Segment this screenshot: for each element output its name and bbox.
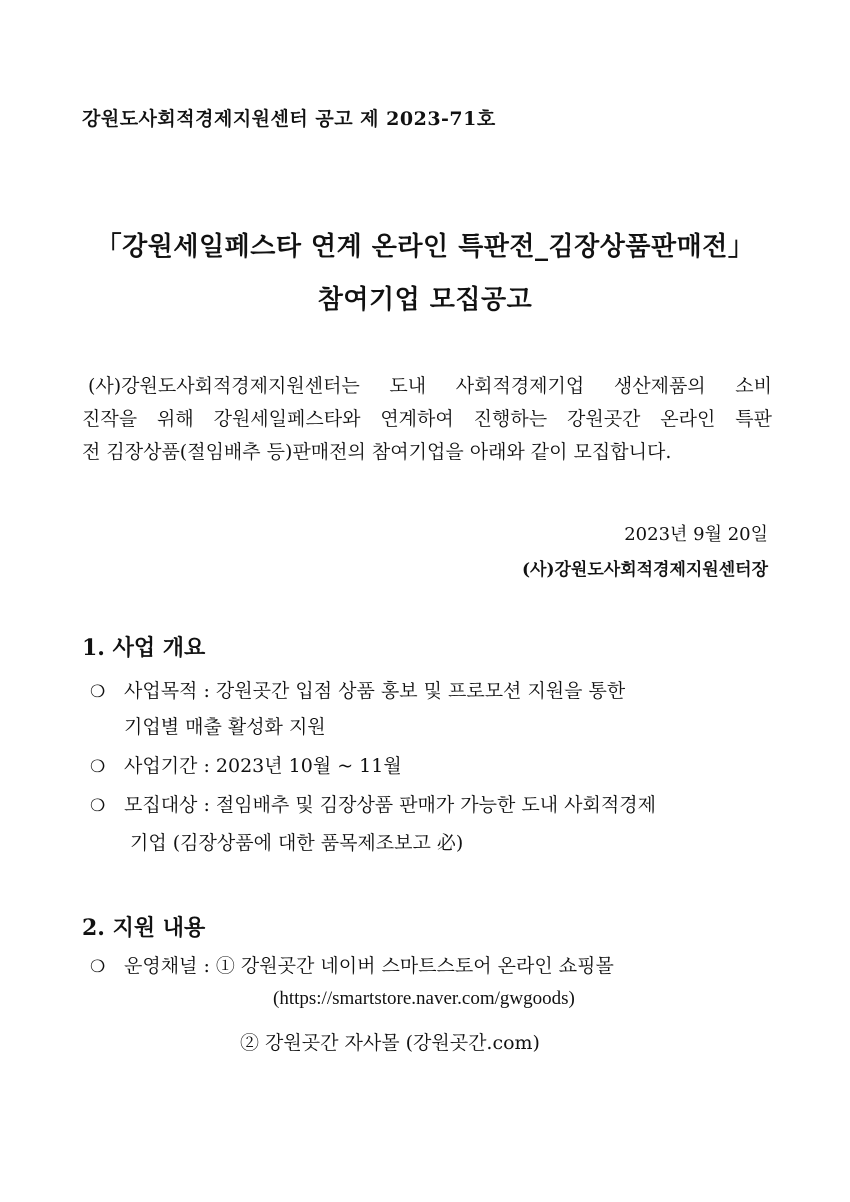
notice-date: 2023년 9월 20일	[624, 524, 768, 545]
purpose-line-1: 사업목적 : 강원곳간 입점 상품 홍보 및 프로모션 지원을 통한	[124, 680, 626, 702]
organization-signature: (사)강원도사회적경제지원센터장	[522, 560, 768, 580]
intro-paragraph	[82, 370, 772, 469]
section-2-heading: 2. 지원 내용	[82, 915, 206, 941]
channel-line-1: 운영채널 : ① 강원곳간 네이버 스마트스토어 온라인 쇼핑몰	[124, 955, 614, 977]
section-1-heading: 1. 사업 개요	[82, 635, 206, 661]
bullet-circle-icon: ❍	[90, 757, 106, 777]
notice-number: 강원도사회적경제지원센터 공고 제 2023-71호	[82, 108, 496, 130]
title-line-1: 「강원세일페스타 연계 온라인 특판전_김장상품판매전」	[95, 232, 755, 262]
channel-url: (https://smartstore.naver.com/gwgoods)	[273, 988, 575, 1009]
bullet-circle-icon: ❍	[90, 957, 106, 977]
intro-line-3: 전 김장상품(절임배추 등)판매전의 참여기업을 아래와 같이 모집합니다.	[82, 441, 672, 463]
channel-line-2: ② 강원곳간 자사몰 (강원곳간.com)	[240, 1032, 540, 1054]
period-text: 사업기간 : 2023년 10월 ~ 11월	[124, 755, 402, 777]
title-line-2: 참여기업 모집공고	[317, 285, 533, 315]
intro-line-1: (사)강원도사회적경제지원센터는 도내 사회적경제기업 생산제품의 소비	[88, 375, 772, 397]
bullet-circle-icon: ❍	[90, 796, 106, 816]
bullet-circle-icon: ❍	[90, 682, 106, 702]
channel-item	[90, 951, 780, 978]
target-item	[90, 790, 780, 817]
period-item	[90, 751, 780, 778]
purpose-line-2: 기업별 매출 활성화 지원	[124, 716, 326, 738]
target-line-1: 모집대상 : 절임배추 및 김장상품 판매가 가능한 도내 사회적경제	[124, 794, 656, 816]
purpose-item	[90, 676, 780, 703]
target-line-2: 기업 (김장상품에 대한 품목제조보고 必)	[130, 832, 464, 854]
intro-line-2: 진작을 위해 강원세일페스타와 연계하여 진행하는 강원곳간 온라인 특판	[82, 408, 772, 430]
